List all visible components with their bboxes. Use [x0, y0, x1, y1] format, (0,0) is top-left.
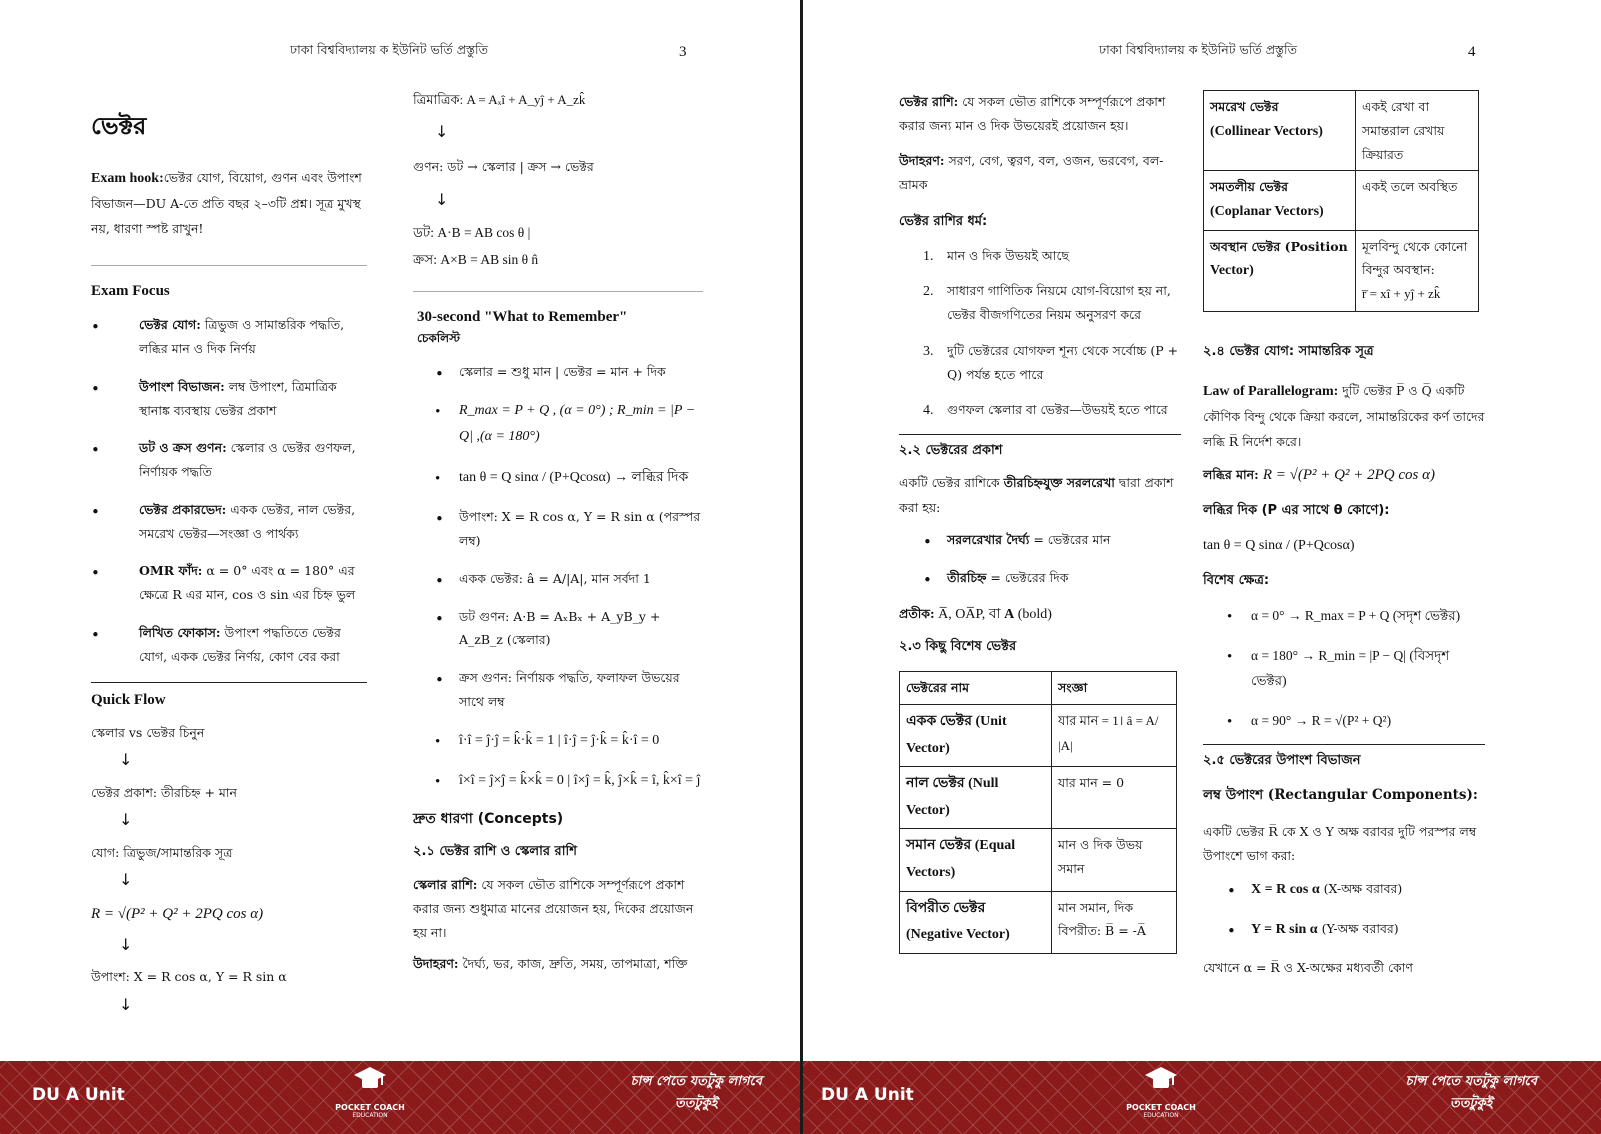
list-item: • Y = R sin α (Y-অক্ষ বরাবর)	[1227, 917, 1485, 944]
down-arrow-icon: ↓	[119, 810, 133, 830]
list-item: • X = R cos α (X-অক্ষ বরাবর)	[1227, 877, 1485, 904]
divider	[91, 265, 367, 266]
down-arrow-icon: ↓	[119, 750, 133, 770]
direction-formula: tan θ = Q sinα / (P+Qcosα)	[1203, 538, 1355, 554]
chapter-title: ভেক্টর	[91, 112, 147, 140]
cross-line: ক্রস: A×B = AB sin θ n̂	[413, 252, 539, 268]
flow-step: উপাংশ: X = R cos α, Y = R sin α	[91, 969, 287, 985]
rect-title: লম্ব উপাংশ (Rectangular Components):	[1203, 786, 1478, 803]
dot-line: ডট: A·B = AB cos θ |	[413, 225, 531, 241]
page-header: ঢাকা বিশ্ববিদ্যালয় ক ইউনিট ভর্তি প্রস্তুতি	[290, 42, 489, 57]
list-item: • ডট গুণন: A·B = AₓBₓ + A_yB_y + A_zB_z (স্কেলার)	[435, 605, 703, 653]
down-arrow-icon: ↓	[435, 190, 449, 210]
footer-tagline: চান্স পেতে যতটুকু লাগবে ততটুকুই	[630, 1074, 762, 1112]
vector-examples: উদাহরণ: সরণ, বেগ, ত্বরণ, বল, ওজন, ভরবেগ, বল-ভ্রামক	[899, 152, 1164, 193]
down-arrow-icon: ↓	[119, 934, 133, 954]
remember-list	[413, 360, 703, 795]
flow-step: স্কেলার vs ভেক্টর চিনুন	[91, 724, 205, 740]
hook-label: Exam hook:	[91, 171, 164, 187]
flow-step: ভেক্টর প্রকাশ: তীরচিহ্ন + মান	[91, 784, 237, 800]
focus-list	[91, 313, 367, 668]
list-item: • î·î = ĵ·ĵ = k̂·k̂ = 1 | î·ĵ = ĵ·k̂ = k̂·î = 0	[435, 728, 703, 755]
rect-text: একটি ভেক্টর R̅ কে X ও Y অক্ষ বরাবর দুটি পরস্পর লম্ব উপাংশে ভাগ করা:	[1203, 823, 1477, 864]
section-2-5: ২.৫ ভেক্টরের উপাংশ বিভাজন	[1203, 752, 1361, 768]
remember-sub: চেকলিস্ট	[417, 331, 461, 346]
divider	[1203, 744, 1485, 745]
list-item: • উপাংশ: X = R cos α, Y = R sin α (পরস্পর লম্ব)	[435, 505, 703, 553]
flow-step: R = √(P² + Q² + 2PQ cos α)	[91, 906, 264, 923]
special-list	[1203, 603, 1485, 734]
concepts-title: দ্রুত ধারণা (Concepts)	[413, 810, 564, 827]
special-title: বিশেষ ক্ষেত্র:	[1203, 573, 1270, 589]
flow-step: যোগ: ত্রিভুজ/সামান্তরিক সূত্র	[91, 845, 233, 861]
page-header: ঢাকা বিশ্ববিদ্যালয় ক ইউনিট ভর্তি প্রস্তুতি	[1099, 42, 1298, 57]
section-2-4: ২.৪ ভেক্টর যোগ: সামান্তরিক সূত্র	[1203, 343, 1374, 359]
list-item: 3. দুটি ভেক্টরের যোগফল শূন্য থেকে সর্বোচ্চ (P + Q) পর্যন্ত হতে পারে	[923, 342, 1179, 382]
divider	[413, 291, 703, 292]
list-item: • α = 0° → R_max = P + Q (সদৃশ ভেক্টর)	[1227, 603, 1485, 629]
symbol-line: প্রতীক: A̅, OA̅P, বা A (bold)	[899, 605, 1052, 622]
table-row: সমতলীয় ভেক্টর (Coplanar Vectors) একই তলে অবস্থিত	[1204, 171, 1479, 230]
page-3	[0, 0, 800, 1134]
graduation-cap-icon	[353, 1065, 387, 1095]
page-4	[803, 0, 1601, 1134]
mult-line: গুণন: ডট → স্কেলার | ক্রস → ভেক্টর	[413, 158, 594, 174]
table-row: নাল ভেক্টর (Null Vector) যার মান = 0	[900, 767, 1177, 829]
table-row: সমরেখ ভেক্টর (Collinear Vectors) একই রেখা বা সমান্তরাল রেখায় ক্রিয়ারত	[1204, 91, 1479, 171]
list-item: • তীরচিহ্ন = ভেক্টরের দিক	[923, 566, 1181, 590]
down-arrow-icon: ↓	[119, 870, 133, 890]
table-row: সমান ভেক্টর (Equal Vectors) মান ও দিক উভয় সমান	[900, 829, 1177, 891]
props-title: ভেক্টর রাশির ধর্ম:	[899, 213, 988, 229]
special-vectors-table	[899, 671, 1177, 954]
footer-unit: DU A Unit	[32, 1085, 125, 1105]
list-item: • লিখিত ফোকাস: উপাংশ পদ্ধতিতে ভেক্টর যোগ, একক ভেক্টর নির্ণয়, কোণ বের করা	[91, 621, 367, 669]
list-item: • ডট ও ক্রস গুণন: স্কেলার ও ভেক্টর গুণফল, নির্ণায়ক পদ্ধতি	[91, 436, 367, 484]
list-item: • OMR ফাঁদ: α = 0° এবং α = 180° এর ক্ষেত্রে R এর মান, cos ও sin এর চিহ্ন ভুল	[91, 559, 367, 607]
right-column-1	[899, 90, 1181, 954]
scalar-examples: উদাহরণ: দৈর্ঘ্য, ভর, কাজ, দ্রুতি, সময়, তাপমাত্রা, শক্তি	[413, 955, 688, 971]
table-row: অবস্থান ভেক্টর (Position Vector) মূলবিন্দু থেকে কোনো বিন্দুর অবস্থান: r̅ = xî + yĵ + zk̂	[1204, 230, 1479, 311]
list-item: • উপাংশ বিভাজন: লম্ব উপাংশ, ত্রিমাত্রিক স্থানাঙ্ক ব্যবস্থায় ভেক্টর প্রকাশ	[91, 375, 367, 423]
list-item: • ভেক্টর প্রকারভেদ: একক ভেক্টর, নাল ভেক্টর, সমরেখ ভেক্টর—সংজ্ঞা ও পার্থক্য	[91, 498, 367, 546]
exam-hook	[91, 165, 367, 241]
list-item: 1. মান ও দিক উভয়ই আছে	[923, 247, 1070, 264]
props-list	[899, 244, 1181, 423]
list-item: • R_max = P + Q , (α = 0°) ; R_min = |P − Q| ,(α = 180°)	[435, 398, 703, 451]
graduation-cap-icon	[1144, 1065, 1178, 1095]
down-arrow-icon: ↓	[119, 994, 133, 1014]
left-column-1	[91, 108, 367, 1027]
resultant-magnitude: লব্ধির মান: R = √(P² + Q² + 2PQ cos α)	[1203, 466, 1435, 483]
page-footer	[0, 1061, 800, 1134]
special-vectors-table-cont	[1203, 90, 1479, 312]
table-header-row: ভেক্টরের নাম সংজ্ঞা	[900, 672, 1177, 705]
divider	[91, 682, 367, 683]
list-item: • tan θ = Q sinα / (P+Qcosα) → লব্ধির দিক	[435, 465, 703, 492]
section-2-3: ২.৩ কিছু বিশেষ ভেক্টর	[899, 639, 1017, 655]
list-item: • ক্রস গুণন: নির্ণায়ক পদ্ধতি, ফলাফল উভয়ের সাথে লম্ব	[435, 666, 703, 714]
brand-logo: POCKET COACH EDUCATION	[1121, 1065, 1201, 1131]
hook-text: ভেক্টর যোগ, বিয়োগ, গুণন এবং উপাংশ বিভাজন—DU A-তে প্রতি বছর ২–৩টি প্রশ্ন। সূত্র মুখস্থ নয়, ধারণা স্পষ্ট রাখুন!	[91, 170, 362, 236]
down-arrow-icon: ↓	[435, 122, 449, 142]
brand-logo: POCKET COACH EDUCATION	[330, 1065, 410, 1131]
vector-definition: ভেক্টর রাশি: যে সকল ভৌত রাশিকে সম্পূর্ণরূপে প্রকাশ করার জন্য মান ও দিক উভয়েরই প্রয়োজন হয়।	[899, 94, 1166, 134]
footer-unit: DU A Unit	[821, 1085, 914, 1105]
tri-line: ত্রিমাত্রিক: A = Aₓî + A_yĵ + A_zk̂	[413, 92, 586, 107]
list-item: • î×î = ĵ×ĵ = k̂×k̂ = 0 | î×ĵ = k̂, ĵ×k̂ = î, k̂×î = ĵ	[435, 768, 703, 795]
table-row: একক ভেক্টর (Unit Vector) যার মান = 1। â = A/ |A|	[900, 705, 1177, 767]
expression-text: একটি ভেক্টর রাশিকে তীরচিহ্নযুক্ত সরলরেখা দ্বারা প্রকাশ করা হয়:	[899, 475, 1174, 515]
list-item: • একক ভেক্টর: â = A/|A|, মান সর্বদা 1	[435, 567, 703, 591]
list-item: • স্কেলার = শুধু মান | ভেক্টর = মান + দিক	[435, 360, 703, 384]
parallelogram-law: Law of Parallelogram: দুটি ভেক্টর P̅ ও Q̅ একটি কৌণিক বিন্দু থেকে ক্রিয়া করলে, সামান্তরিকের কর্ণ তাদের লব্ধি R̅ নির্দেশ করে।	[1203, 382, 1485, 449]
focus-title: Exam Focus	[91, 283, 170, 300]
list-item: 2. সাধারণ গাণিতিক নিয়মে যোগ-বিয়োগ হয় না, ভেক্টর বীজগণিতের নিয়ম অনুসরণ করে	[923, 283, 1171, 323]
remember-title: 30-second "What to Remember"	[417, 308, 628, 325]
left-column-2	[413, 90, 703, 981]
right-column-2	[1203, 90, 1485, 985]
list-item: • সরলরেখার দৈর্ঘ্য = ভেক্টরের মান	[923, 528, 1181, 552]
page-number: 4	[1468, 44, 1476, 60]
list-item: • ভেক্টর যোগ: ত্রিভুজ ও সামান্তরিক পদ্ধতি, লব্ধির মান ও দিক নির্ণয়	[91, 313, 367, 361]
list-item: • α = 180° → R_min = |P − Q| (বিসদৃশ ভেক্টর)	[1227, 643, 1485, 694]
section-2-2: ২.২ ভেক্টরের প্রকাশ	[899, 443, 1003, 459]
where-text: যেখানে α = R̅ ও X-অক্ষের মধ্যবর্তী কোণ	[1203, 959, 1413, 975]
list-item: • α = 90° → R = √(P² + Q²)	[1227, 708, 1485, 734]
direction-title: লব্ধির দিক (P এর সাথে θ কোণে):	[1203, 503, 1390, 519]
page-number: 3	[679, 44, 687, 60]
expression-list	[899, 528, 1181, 590]
scalar-definition: স্কেলার রাশি: যে সকল ভৌত রাশিকে সম্পূর্ণরূপে প্রকাশ করার জন্য শুধুমাত্র মানের প্রয়োজন হয়, দিকের প্রয়োজন হয় না।	[413, 876, 694, 941]
rect-list	[1203, 877, 1485, 944]
section-2-1: ২.১ ভেক্টর রাশি ও স্কেলার রাশি	[413, 844, 577, 860]
page-footer	[803, 1061, 1601, 1134]
footer-tagline: চান্স পেতে যতটুকু লাগবে ততটুকুই	[1405, 1074, 1537, 1112]
flow-title: Quick Flow	[91, 692, 166, 709]
list-item: 4. গুণফল স্কেলার বা ভেক্টর—উভয়ই হতে পারে	[923, 402, 1168, 419]
divider	[899, 434, 1181, 435]
table-row: বিপরীত ভেক্টর (Negative Vector) মান সমান, দিক বিপরীত: B̅ = -A̅	[900, 891, 1177, 953]
